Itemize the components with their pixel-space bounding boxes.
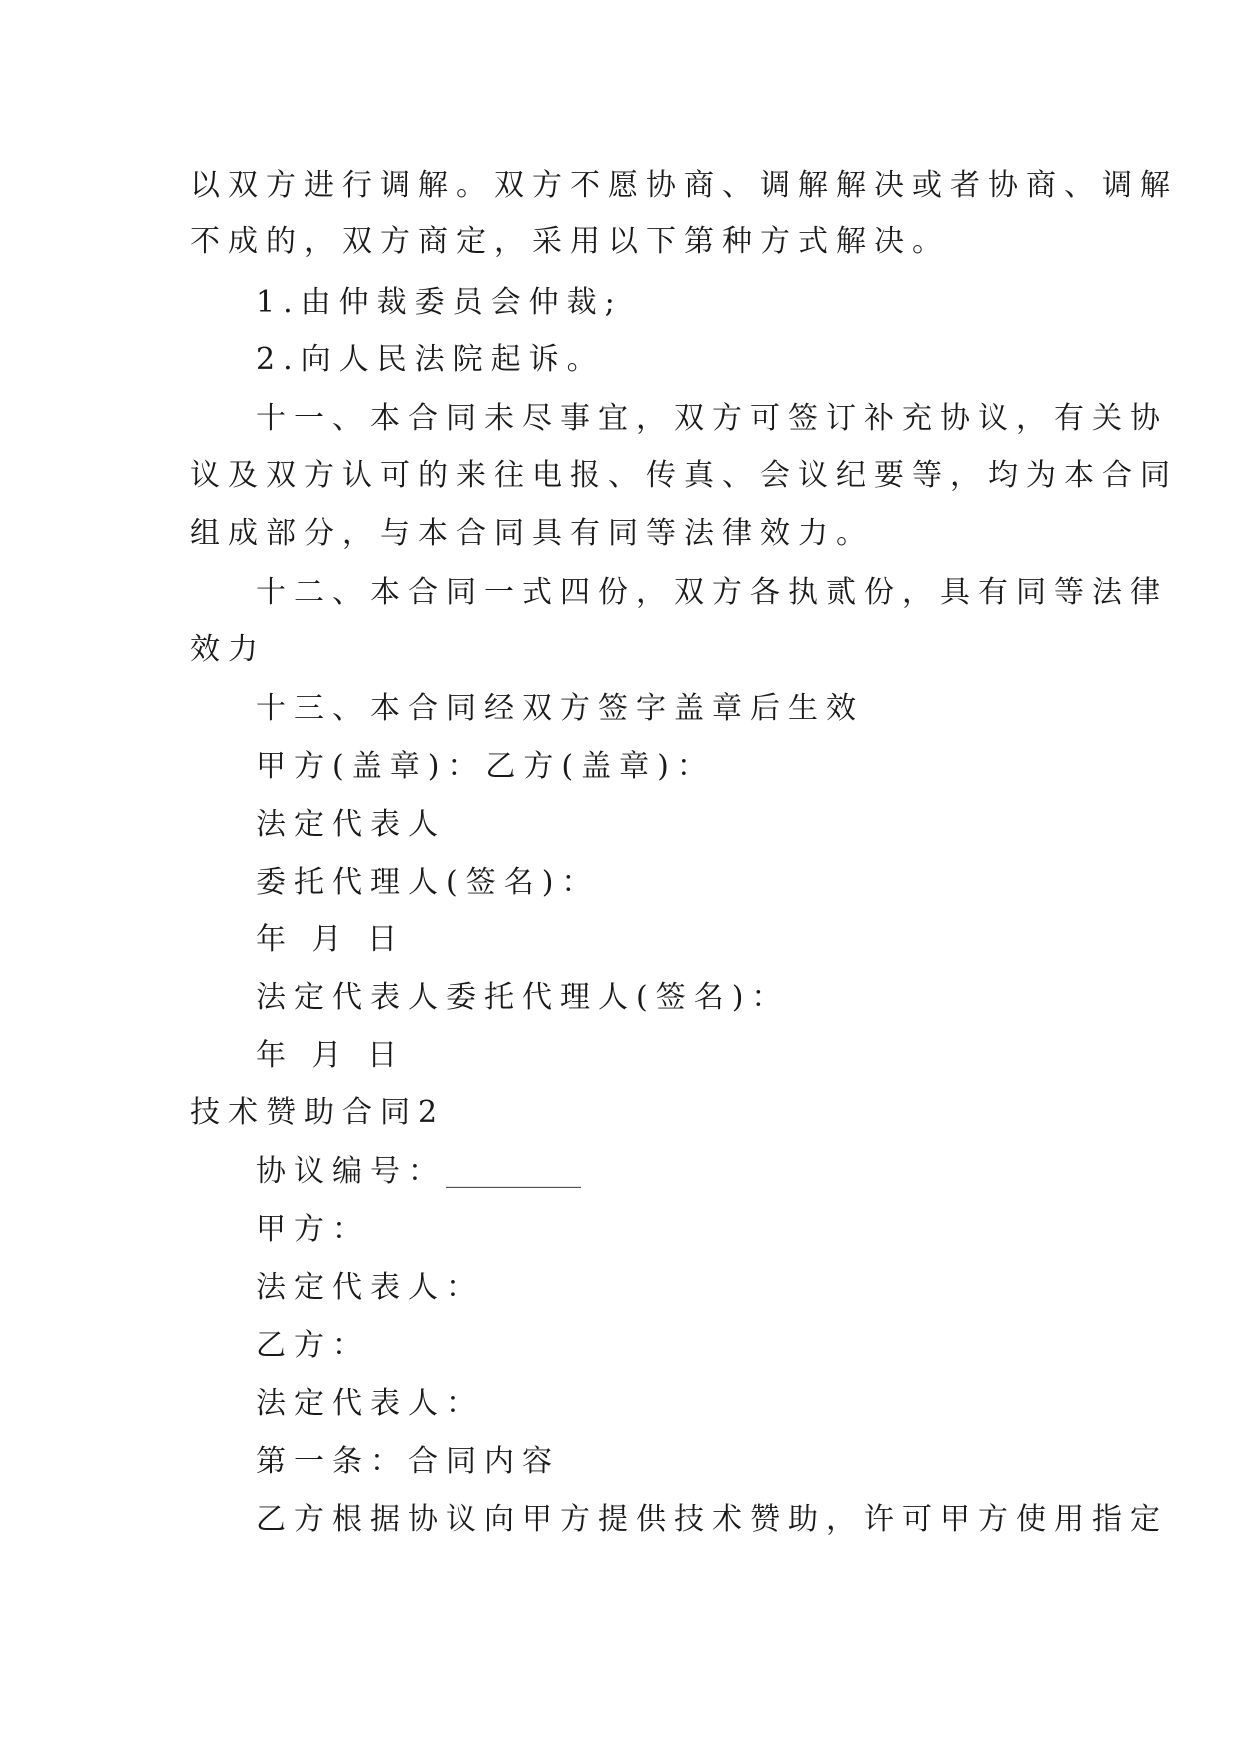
clause-twelve-line: 十二、本合同一式四份，双方各执贰份，具有同等法律 — [256, 575, 1168, 610]
paragraph-line: 以双方进行调解。双方不愿协商、调解解决或者协商、调解 — [190, 168, 1178, 203]
party-seal-line: 甲方(盖章)：乙方(盖章)： — [256, 749, 715, 784]
clause-eleven-line: 十一、本合同未尽事宜，双方可签订补充协议，有关协 — [256, 401, 1168, 436]
article-one-heading: 第一条：合同内容 — [256, 1444, 560, 1479]
list-item: 2.向人民法院起诉。 — [256, 342, 605, 377]
clause-twelve-line: 效力 — [190, 632, 266, 667]
party-a-label: 甲方： — [256, 1212, 370, 1247]
authorized-agent-label: 委托代理人(签名)： — [256, 865, 600, 900]
party-b-label: 乙方： — [256, 1328, 370, 1363]
date-line: 年 月 日 — [256, 922, 406, 957]
clause-thirteen: 十三、本合同经双方签字盖章后生效 — [256, 691, 864, 726]
contract-heading: 技术赞助合同2 — [190, 1095, 446, 1130]
paragraph-line: 乙方根据协议向甲方提供技术赞助，许可甲方使用指定 — [256, 1502, 1168, 1537]
agreement-number-blank: _________ — [446, 1154, 581, 1189]
agreement-number-row — [256, 1152, 581, 1192]
list-item: 1.由仲裁委员会仲裁; — [256, 285, 623, 320]
legal-representative-label: 法定代表人： — [256, 1386, 484, 1421]
legal-representative-label: 法定代表人： — [256, 1270, 484, 1305]
paragraph-line: 不成的，双方商定，采用以下第种方式解决。 — [190, 224, 950, 259]
clause-eleven-line: 组成部分，与本合同具有同等法律效力。 — [190, 516, 874, 551]
representative-agent-label: 法定代表人委托代理人(签名)： — [256, 980, 790, 1015]
clause-eleven-line: 议及双方认可的来往电报、传真、会议纪要等，均为本合同 — [190, 458, 1178, 493]
legal-representative-label: 法定代表人 — [256, 807, 446, 842]
agreement-number-label: 协议编号： — [256, 1154, 446, 1189]
date-line: 年 月 日 — [256, 1038, 406, 1073]
